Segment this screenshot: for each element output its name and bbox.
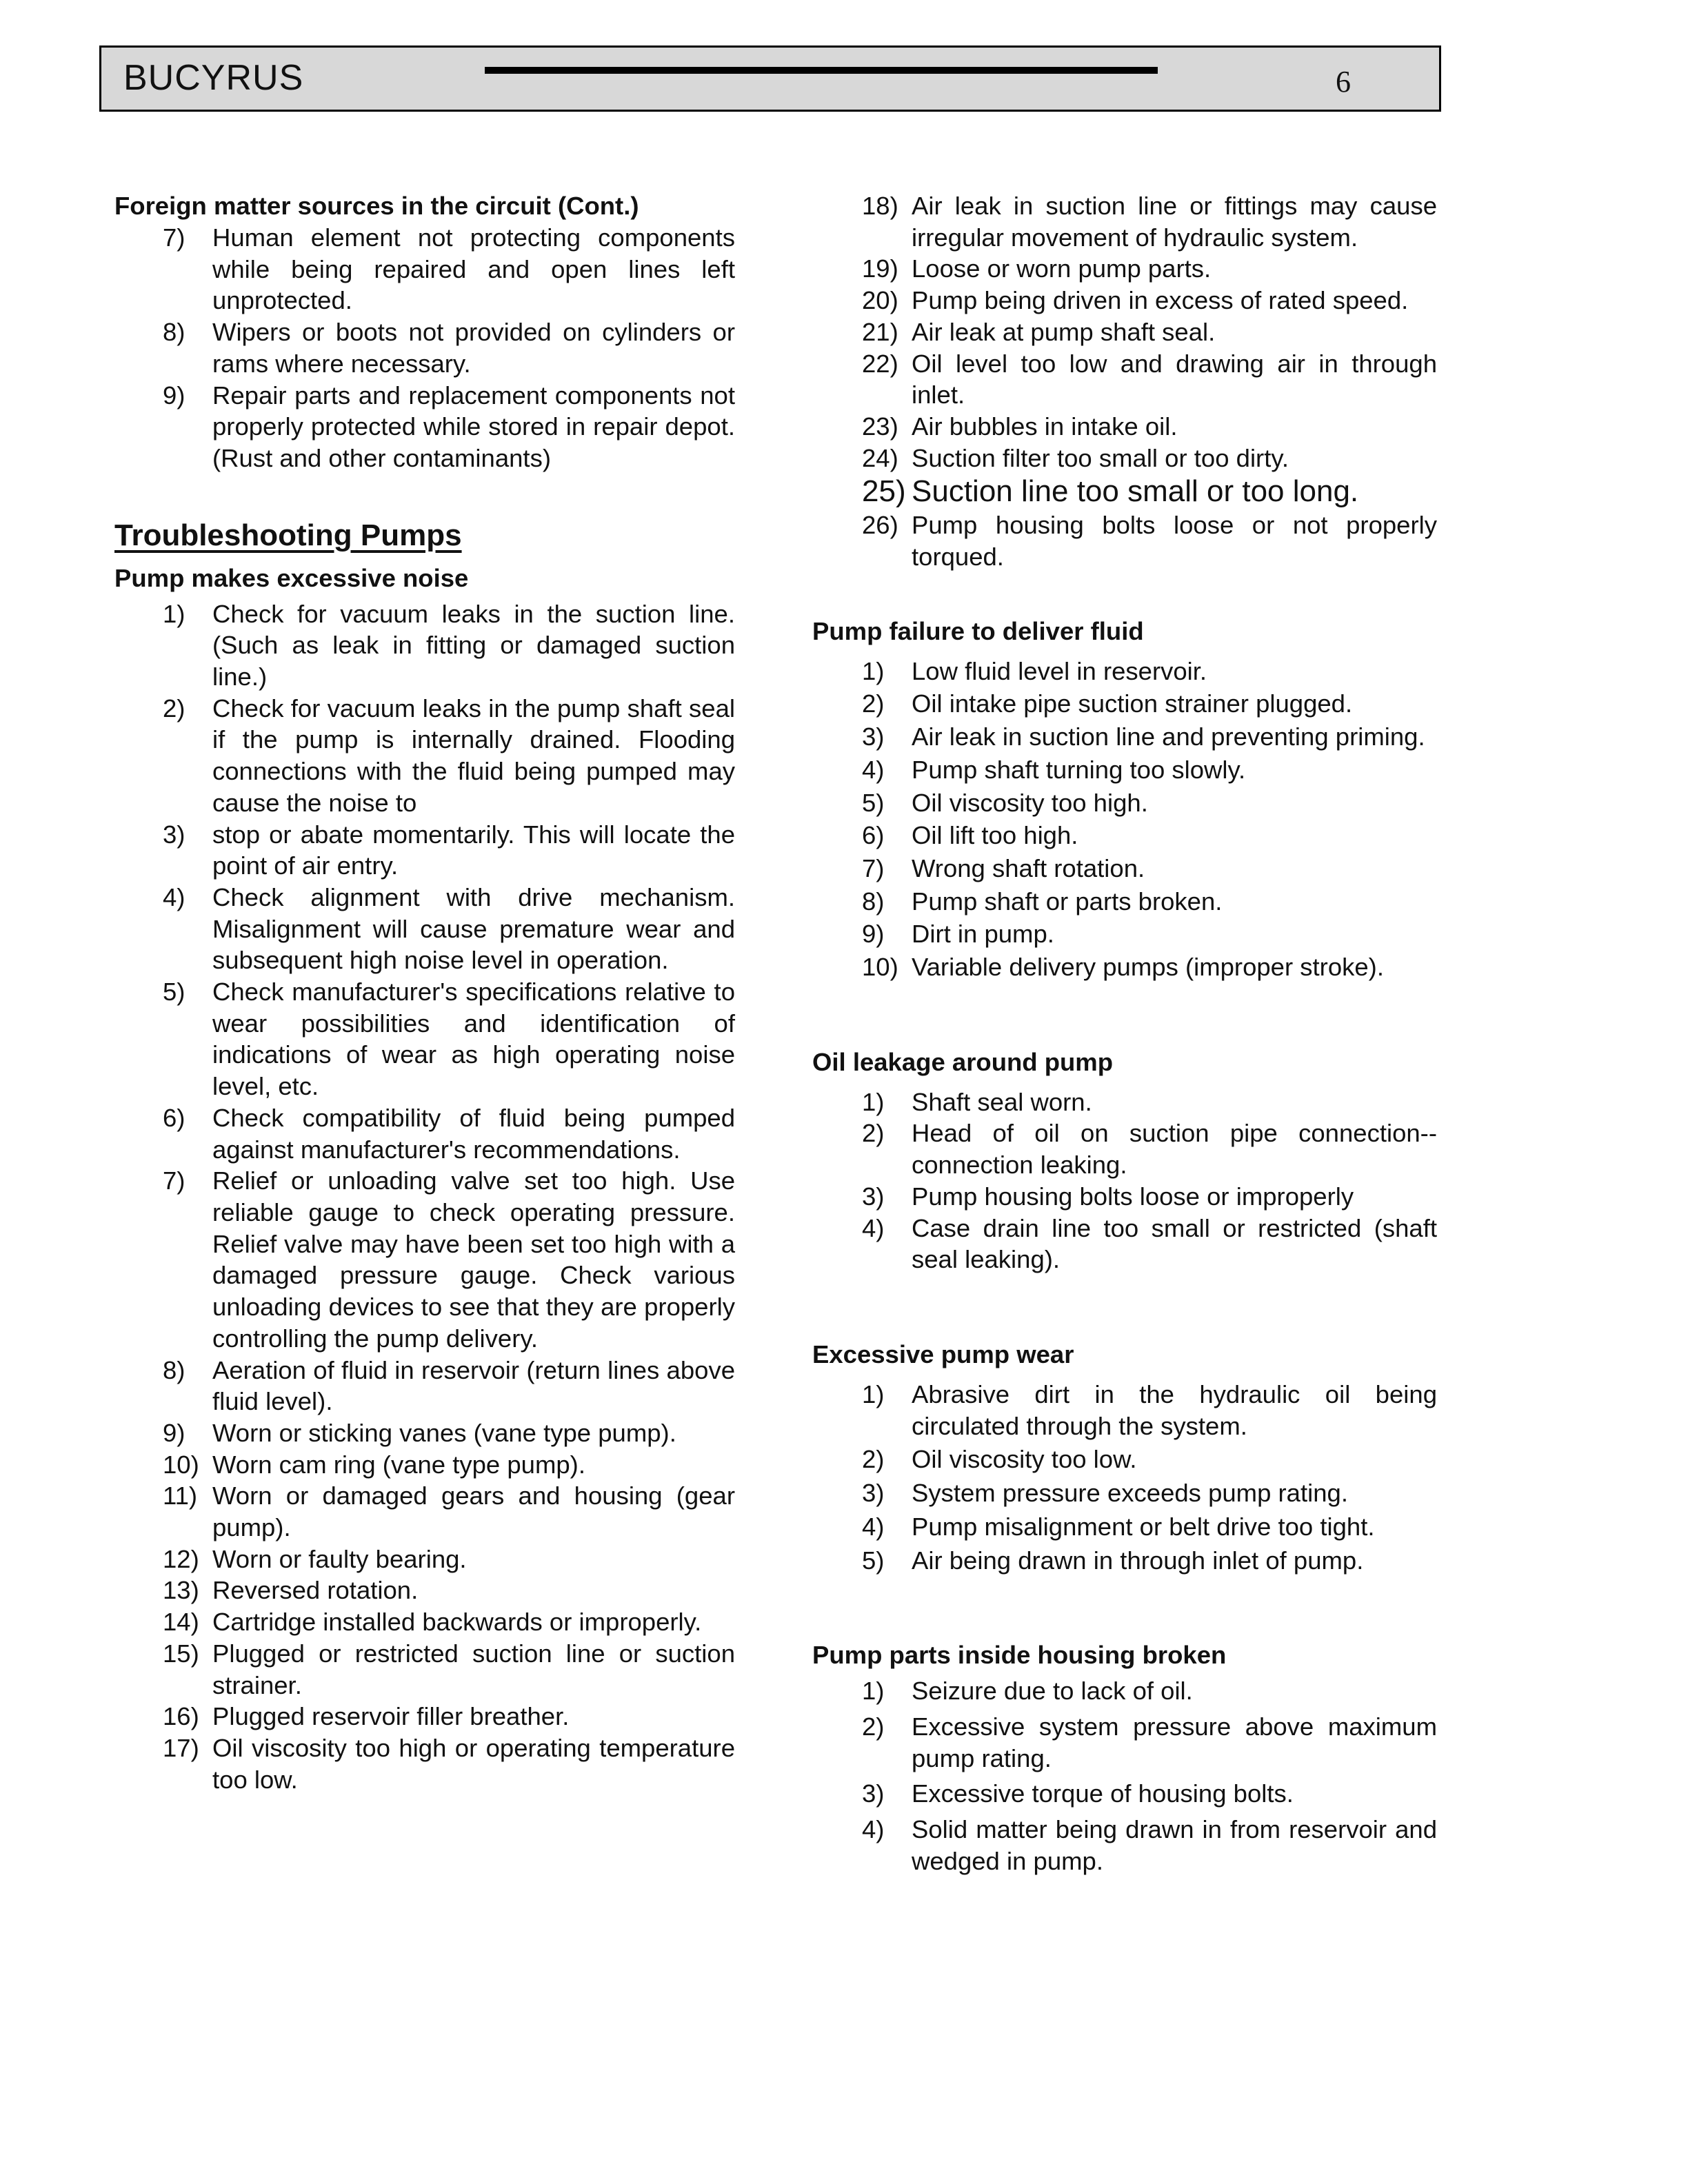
list-item-text: Pump being driven in excess of rated speed. — [912, 286, 1409, 315]
list-item-text: Seizure due to lack of oil. — [912, 1677, 1193, 1706]
list-item — [114, 1544, 735, 1575]
list-item-number: 16) — [163, 1702, 199, 1731]
list-item-number: 8) — [163, 1355, 185, 1384]
section-heading-oil-leakage: Oil leakage around pump — [812, 1047, 1114, 1076]
list-item — [114, 693, 735, 819]
list-item — [812, 190, 1437, 253]
list-item — [114, 1355, 735, 1417]
list-item-number: 9) — [163, 381, 185, 410]
list-item-text: Loose or worn pump parts. — [912, 254, 1212, 283]
list-item — [114, 1732, 735, 1795]
list-item-text: Pump shaft or parts broken. — [912, 887, 1223, 916]
page-header — [99, 46, 1441, 112]
list-item-text: Check for vacuum leaks in the suction line. (Such as leak in fitting or damaged suction line.) — [212, 599, 735, 691]
list-item — [812, 316, 1437, 348]
list-item-text: Relief or unloading valve set too high. Use reliable gauge to check operating pressure. Relief valve may have been set too high with a damaged pressure gauge. Check various unloading devices to see that they are properly controlling the pump delivery. — [212, 1166, 735, 1353]
list-item — [812, 886, 1437, 918]
list-item — [812, 1711, 1437, 1774]
list-item — [812, 656, 1437, 687]
list-item-text: Wipers or boots not provided on cylinders or rams where necessary. — [212, 318, 735, 378]
list-item — [812, 1444, 1437, 1475]
list-excessive-wear — [812, 1379, 1437, 1576]
list-item — [812, 787, 1437, 819]
list-item-text: Pump housing bolts loose or improperly — [912, 1182, 1354, 1211]
list-item-number: 8) — [862, 887, 885, 916]
list-item — [114, 1480, 735, 1543]
list-item-text: Worn or faulty bearing. — [212, 1544, 467, 1573]
list-item — [812, 285, 1437, 316]
list-excessive-noise-continued — [812, 190, 1437, 573]
header-rule — [485, 67, 1158, 74]
list-item-text: Abrasive dirt in the hydraulic oil being circulated through the system. — [912, 1379, 1437, 1440]
list-item — [812, 1181, 1437, 1213]
list-item — [114, 598, 735, 693]
list-item-text: Suction line too small or too long. — [912, 474, 1359, 509]
list-item — [812, 253, 1437, 285]
list-item-number: 17) — [163, 1733, 199, 1762]
list-item-number: 13) — [163, 1576, 199, 1605]
list-item-number: 2) — [163, 694, 185, 722]
list-item-number: 7) — [862, 853, 885, 882]
list-item-number: 4) — [862, 755, 885, 784]
list-item-text: Oil level too low and drawing air in through inlet. — [912, 349, 1437, 410]
list-item-number: 8) — [163, 318, 185, 347]
list-item-number: 2) — [862, 1445, 885, 1474]
section-heading-failure-to-deliver: Pump failure to deliver fluid — [812, 616, 1144, 645]
list-item-text: Reversed rotation. — [212, 1576, 419, 1605]
list-item — [812, 348, 1437, 411]
list-item — [114, 1165, 735, 1354]
list-item — [812, 474, 1437, 509]
list-item-text: Check for vacuum leaks in the pump shaft seal if the pump is internally drained. Flooding connections with the fluid being pumped may cause the noise to — [212, 694, 735, 817]
list-item — [812, 1379, 1437, 1442]
page-number: 6 — [1336, 65, 1351, 99]
list-item-text: Variable delivery pumps (improper stroke). — [912, 953, 1384, 982]
list-item-text: Cartridge installed backwards or improperly. — [212, 1608, 702, 1637]
list-item-number: 25) — [862, 474, 906, 509]
list-item — [812, 509, 1437, 572]
list-item-number: 4) — [862, 1815, 885, 1844]
section-heading-parts-broken: Pump parts inside housing broken — [812, 1641, 1227, 1670]
list-item-text: Check manufacturer's specifications relative to wear possibilities and identification of indications of wear as high operating noise level, etc. — [212, 978, 735, 1101]
list-oil-leakage — [812, 1086, 1437, 1275]
list-item-text: Head of oil on suction pipe connection--connection leaking. — [912, 1119, 1437, 1180]
list-item — [812, 688, 1437, 720]
list-item — [812, 1511, 1437, 1543]
list-item — [812, 1675, 1437, 1707]
list-item — [812, 951, 1437, 983]
list-item-text: Air bubbles in intake oil. — [912, 412, 1178, 441]
list-item-text: Solid matter being drawn in from reservoir and wedged in pump. — [912, 1815, 1437, 1875]
list-item-number: 6) — [862, 821, 885, 850]
list-item-text: Oil lift too high. — [912, 821, 1078, 850]
list-item-number: 24) — [862, 443, 898, 472]
list-item — [812, 411, 1437, 443]
right-column — [812, 190, 1437, 1881]
list-item — [114, 1606, 735, 1638]
list-item — [812, 918, 1437, 950]
list-item-number: 5) — [862, 1546, 885, 1575]
section-heading-foreign-matter: Foreign matter sources in the circuit (Cont.) — [114, 192, 639, 220]
list-item-text: Plugged or restricted suction line or suction strainer. — [212, 1639, 735, 1699]
list-item-number: 3) — [862, 1779, 885, 1808]
list-item-number: 1) — [862, 656, 885, 685]
list-parts-broken — [812, 1675, 1437, 1877]
list-item-text: Check alignment with drive mechanism. Misalignment will cause premature wear and subsequent high noise level in operation. — [212, 882, 735, 975]
list-item-text: Air leak in suction line and preventing priming. — [912, 722, 1425, 751]
list-item — [114, 1701, 735, 1732]
list-item-number: 23) — [862, 412, 898, 441]
list-item-number: 3) — [862, 1479, 885, 1508]
list-item — [114, 882, 735, 976]
list-item — [114, 222, 735, 316]
list-item-number: 5) — [862, 788, 885, 817]
list-item-text: Wrong shaft rotation. — [912, 853, 1145, 882]
list-item — [812, 1778, 1437, 1810]
list-item-text: Low fluid level in reservoir. — [912, 656, 1207, 685]
list-item-number: 4) — [862, 1512, 885, 1541]
list-item — [812, 820, 1437, 851]
list-item-text: Shaft seal worn. — [912, 1087, 1092, 1116]
list-item-text: Repair parts and replacement components not properly protected while stored in repair depot. (Rust and other contaminants) — [212, 381, 735, 472]
list-item-number: 26) — [862, 511, 898, 540]
list-item-number: 11) — [163, 1482, 198, 1510]
list-item-number: 14) — [163, 1608, 199, 1637]
section-heading-excessive-wear: Excessive pump wear — [812, 1339, 1074, 1368]
brand-name: BUCYRUS — [123, 58, 304, 98]
list-item-text: stop or abate momentarily. This will locate the point of air entry. — [212, 820, 735, 880]
list-item-number: 4) — [862, 1213, 885, 1242]
section-heading-excessive-noise: Pump makes excessive noise — [114, 563, 469, 592]
list-item-text: Aeration of fluid in reservoir (return lines above fluid level). — [212, 1355, 735, 1416]
list-item-number: 19) — [862, 254, 898, 283]
list-failure-to-deliver — [812, 656, 1437, 983]
list-item-number: 4) — [163, 882, 185, 911]
list-item-number: 2) — [862, 1119, 885, 1148]
list-item-number: 12) — [163, 1544, 199, 1573]
list-item-number: 21) — [862, 317, 898, 346]
list-item-text: Air being drawn in through inlet of pump. — [912, 1546, 1364, 1575]
list-item-number: 9) — [163, 1418, 185, 1447]
list-item-text: Worn or damaged gears and housing (gear pump). — [212, 1482, 735, 1542]
list-item-text: Worn cam ring (vane type pump). — [212, 1450, 585, 1479]
list-item-text: Air leak at pump shaft seal. — [912, 317, 1216, 346]
list-item-text: Pump shaft turning too slowly. — [912, 755, 1246, 784]
list-item-number: 15) — [163, 1639, 199, 1668]
list-foreign-matter — [114, 222, 735, 474]
list-item — [812, 443, 1437, 474]
list-item-number: 3) — [862, 1182, 885, 1211]
list-item-number: 5) — [163, 978, 185, 1007]
list-item-text: Oil viscosity too low. — [912, 1445, 1137, 1474]
list-item-text: Human element not protecting components while being repaired and open lines left unprotected. — [212, 223, 735, 315]
list-item-number: 6) — [163, 1103, 185, 1132]
list-item — [812, 721, 1437, 753]
list-item — [114, 380, 735, 474]
list-item — [812, 1118, 1437, 1180]
list-item-number: 10) — [862, 953, 898, 982]
list-item-text: Case drain line too small or restricted (shaft seal leaking). — [912, 1213, 1437, 1274]
list-item — [114, 1102, 735, 1165]
list-item — [114, 976, 735, 1102]
list-item-number: 10) — [163, 1450, 199, 1479]
list-item — [114, 819, 735, 882]
list-item — [812, 1213, 1437, 1275]
list-item-text: Excessive torque of housing bolts. — [912, 1779, 1294, 1808]
list-item — [812, 754, 1437, 786]
list-item-text: Pump misalignment or belt drive too tight. — [912, 1512, 1375, 1541]
list-item — [812, 853, 1437, 884]
list-item-number: 1) — [862, 1379, 885, 1408]
list-item-text: Plugged reservoir filler breather. — [212, 1702, 570, 1731]
list-item — [114, 1575, 735, 1606]
list-item — [812, 1814, 1437, 1877]
list-item-text: Oil viscosity too high. — [912, 788, 1148, 817]
list-item — [114, 316, 735, 379]
list-item-text: Check compatibility of fluid being pumped against manufacturer's recommendations. — [212, 1103, 735, 1164]
list-item-text: Excessive system pressure above maximum pump rating. — [912, 1712, 1437, 1772]
list-item-text: Oil viscosity too high or operating temperature too low. — [212, 1733, 735, 1794]
list-item-text: Air leak in suction line or fittings may cause irregular movement of hydraulic system. — [912, 192, 1437, 252]
list-item-number: 22) — [862, 349, 898, 378]
list-item — [812, 1545, 1437, 1577]
list-item — [114, 1638, 735, 1701]
list-item-number: 3) — [862, 722, 885, 751]
list-item-text: System pressure exceeds pump rating. — [912, 1479, 1348, 1508]
list-item-number: 7) — [163, 1166, 185, 1195]
list-item-text: Worn or sticking vanes (vane type pump). — [212, 1418, 676, 1447]
list-item — [114, 1417, 735, 1449]
list-item-number: 9) — [862, 920, 885, 949]
list-item-number: 3) — [163, 820, 185, 849]
left-column — [114, 190, 735, 1795]
list-item-number: 7) — [163, 223, 185, 252]
section-title-troubleshooting: Troubleshooting Pumps — [114, 518, 462, 552]
list-item-number: 1) — [163, 599, 185, 628]
list-item-text: Oil intake pipe suction strainer plugged. — [912, 689, 1353, 718]
list-item-number: 20) — [862, 286, 898, 315]
list-item-text: Suction filter too small or too dirty. — [912, 443, 1289, 472]
list-item-number: 18) — [862, 192, 898, 220]
list-item-text: Dirt in pump. — [912, 920, 1054, 949]
list-item-number: 1) — [862, 1677, 885, 1706]
list-item — [812, 1477, 1437, 1509]
list-item-text: Pump housing bolts loose or not properly torqued. — [912, 511, 1437, 572]
list-excessive-noise — [114, 598, 735, 1796]
list-item-number: 1) — [862, 1087, 885, 1116]
list-item-number: 2) — [862, 689, 885, 718]
list-item — [812, 1086, 1437, 1118]
list-item — [114, 1449, 735, 1481]
list-item-number: 2) — [862, 1712, 885, 1741]
